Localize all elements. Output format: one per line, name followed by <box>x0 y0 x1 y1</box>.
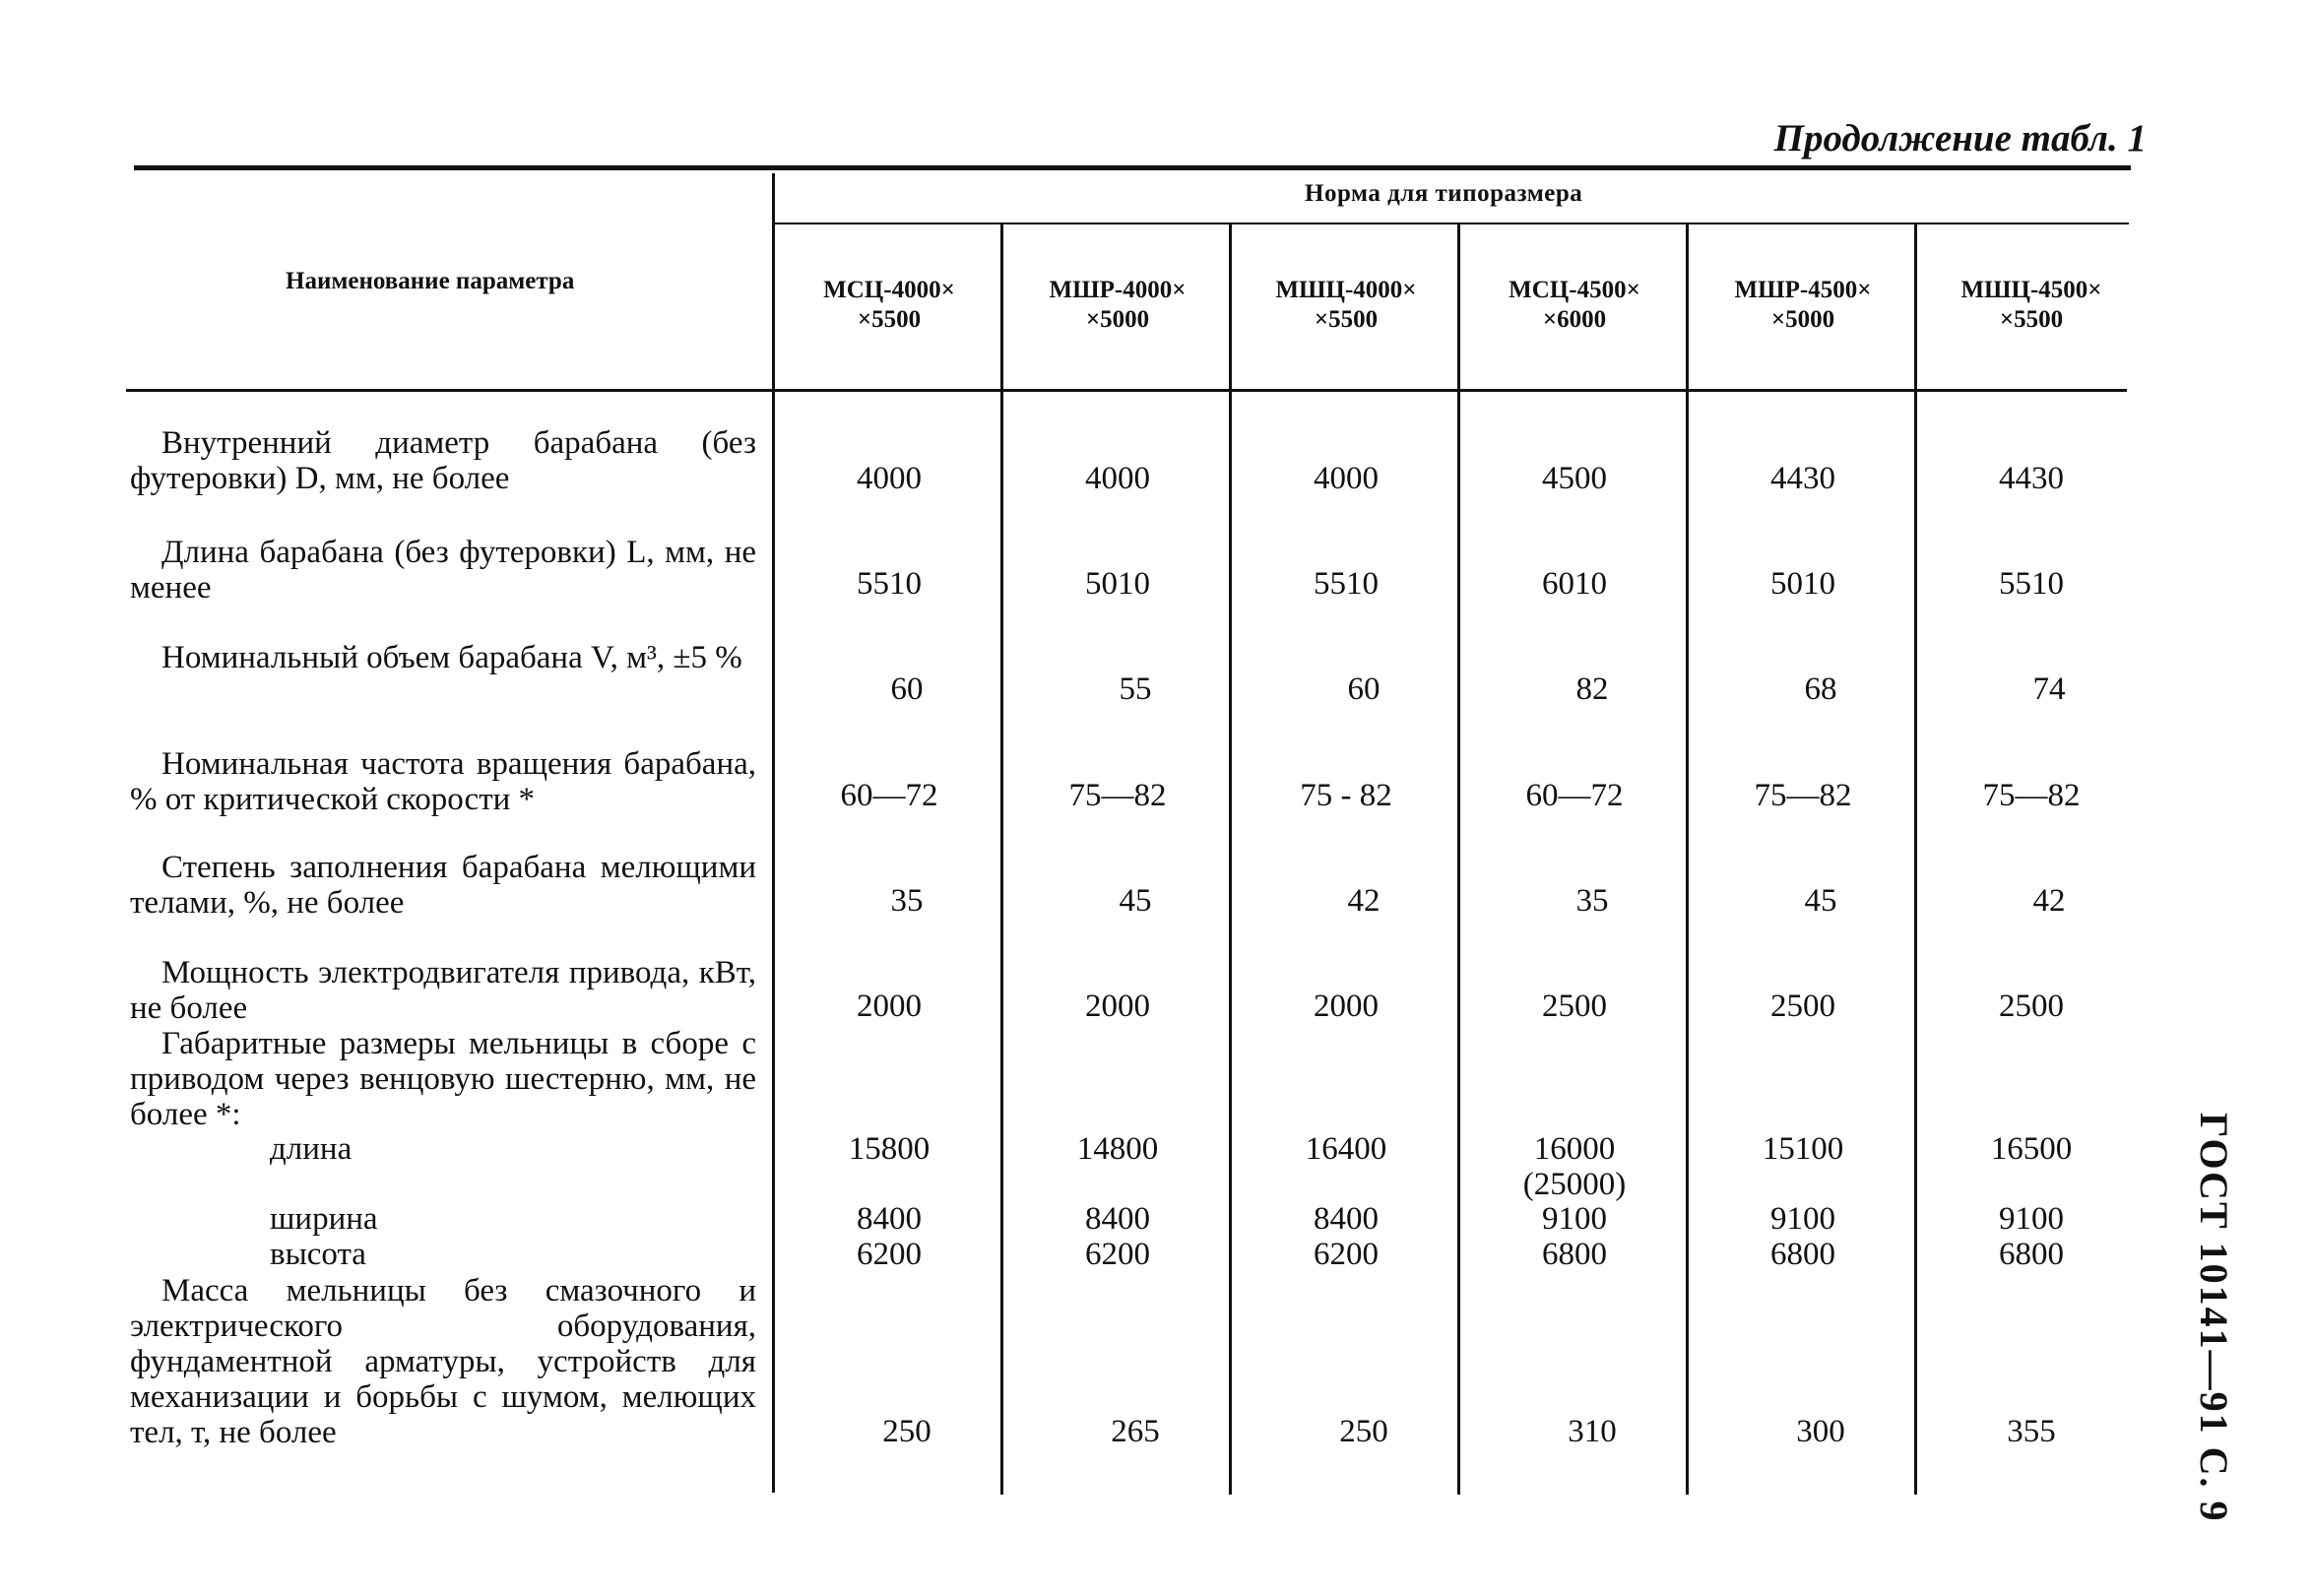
table-cell: 250 <box>1339 1414 1388 1449</box>
table-cell: 82 <box>1575 671 1609 707</box>
table-cell: 60—72 <box>1525 778 1624 813</box>
table-cell: 8400 <box>857 1201 922 1237</box>
table-cell: 4430 <box>1999 461 2064 496</box>
norm-header-rule <box>774 223 2129 224</box>
parameter-sub-name: длина <box>270 1131 353 1167</box>
table-cell: 75—82 <box>1068 778 1167 813</box>
table-cell: 2500 <box>1770 989 1835 1024</box>
table-cell: 68 <box>1804 671 1837 707</box>
parameter-name: Мощность электродвигателя привода, кВт, не более <box>130 955 756 1026</box>
table-cell: 4000 <box>1085 461 1150 496</box>
table-cell: 5510 <box>1314 566 1379 602</box>
parameter-name: Внутренний диаметр барабана (без футеровки) D, мм, не более <box>130 425 756 496</box>
table-cell: 45 <box>1804 883 1837 919</box>
size-header: МСЦ-4500× ×6000 <box>1509 277 1640 333</box>
table-cell: 60 <box>890 671 924 707</box>
table-cell: 4500 <box>1542 461 1607 496</box>
table-cell: 75—82 <box>1982 778 2081 813</box>
table-cell: 42 <box>1347 883 1381 919</box>
table-cell: 45 <box>1119 883 1152 919</box>
table-cell: 6200 <box>857 1237 922 1272</box>
size-header: МШЦ-4500× ×5500 <box>1960 277 2102 333</box>
table-cell: 300 <box>1796 1414 1845 1449</box>
header-bottom-rule <box>126 389 2127 392</box>
norm-header: Норма для типоразмера <box>1305 180 1583 207</box>
table-cell: 6800 <box>1770 1237 1835 1272</box>
table-cell: 310 <box>1568 1414 1617 1449</box>
parameter-column-header: Наименование параметра <box>286 268 575 294</box>
table-cell: 355 <box>2007 1414 2056 1449</box>
parameter-name: Степень заполнения барабана мелющими телами, %, не более <box>130 850 756 921</box>
parameter-name: Масса мельницы без смазочного и электрического оборудования, фундаментной арматуры, устройств для механизации и борьбы с шумом, мелющих тел, т, не более <box>130 1273 756 1450</box>
column-divider <box>1686 224 1689 1495</box>
table-cell: 6800 <box>1542 1237 1607 1272</box>
table-cell: 75—82 <box>1754 778 1852 813</box>
table-cell: 14800 <box>1076 1131 1159 1167</box>
table-cell-note: (25000) <box>1522 1167 1627 1202</box>
table-cell: 16500 <box>1990 1131 2073 1167</box>
table-cell: 2500 <box>1999 989 2064 1024</box>
standard-page-label: ГОСТ 10141—91 С. 9 <box>2192 1113 2236 1523</box>
parameter-name: Номинальная частота вращения барабана, % от критической скорости * <box>130 746 756 817</box>
column-divider <box>772 173 775 1493</box>
table-cell: 60 <box>1347 671 1381 707</box>
table-cell: 265 <box>1111 1414 1160 1449</box>
table-cell: 15100 <box>1762 1131 1844 1167</box>
table-cell: 9100 <box>1770 1201 1835 1237</box>
table-cell: 5010 <box>1085 566 1150 602</box>
table-cell: 42 <box>2032 883 2066 919</box>
table-cell: 9100 <box>1542 1201 1607 1237</box>
table-cell: 6800 <box>1999 1237 2064 1272</box>
table-cell: 2500 <box>1542 989 1607 1024</box>
table-cell: 16000 <box>1533 1131 1616 1167</box>
table-cell: 5510 <box>857 566 922 602</box>
table-cell: 6200 <box>1314 1237 1379 1272</box>
table-cell: 4430 <box>1770 461 1835 496</box>
table-cell: 35 <box>1575 883 1609 919</box>
column-divider <box>1914 224 1917 1495</box>
parameter-sub-name: высота <box>270 1237 366 1272</box>
size-header: МШР-4000× ×5000 <box>1049 277 1187 333</box>
table-cell: 75 - 82 <box>1300 778 1392 813</box>
table-cell: 60—72 <box>840 778 938 813</box>
table-cell: 8400 <box>1314 1201 1379 1237</box>
table-cell: 4000 <box>1314 461 1379 496</box>
table-cell: 2000 <box>857 989 922 1024</box>
parameter-name: Номинальный объем барабана V, м³, ±5 % <box>161 640 742 675</box>
parameter-name: Длина барабана (без футеровки) L, мм, не менее <box>130 535 756 606</box>
size-header: МШЦ-4000× ×5500 <box>1275 277 1417 333</box>
table-continuation-label: Продолжение табл. 1 <box>1773 117 2147 160</box>
table-cell: 250 <box>882 1414 931 1449</box>
table-cell: 2000 <box>1085 989 1150 1024</box>
table-cell: 2000 <box>1314 989 1379 1024</box>
parameter-sub-name: ширина <box>270 1201 378 1237</box>
table-cell: 9100 <box>1999 1201 2064 1237</box>
table-top-rule <box>134 165 2131 170</box>
size-header: МСЦ-4000× ×5500 <box>823 277 955 333</box>
table-cell: 15800 <box>848 1131 931 1167</box>
table-cell: 35 <box>890 883 924 919</box>
table-cell: 74 <box>2032 671 2066 707</box>
table-cell: 4000 <box>857 461 922 496</box>
size-header: МШР-4500× ×5000 <box>1734 277 1872 333</box>
table-cell: 8400 <box>1085 1201 1150 1237</box>
column-divider <box>1457 224 1460 1495</box>
table-cell: 16400 <box>1305 1131 1387 1167</box>
column-divider <box>1000 224 1003 1495</box>
parameter-name: Габаритные размеры мельницы в сборе с приводом через венцовую шестерню, мм, не более *: <box>130 1026 756 1132</box>
table-cell: 6010 <box>1542 566 1607 602</box>
table-cell: 6200 <box>1085 1237 1150 1272</box>
table-cell: 5010 <box>1770 566 1835 602</box>
table-cell: 55 <box>1119 671 1152 707</box>
column-divider <box>1229 224 1232 1495</box>
table-cell: 5510 <box>1999 566 2064 602</box>
